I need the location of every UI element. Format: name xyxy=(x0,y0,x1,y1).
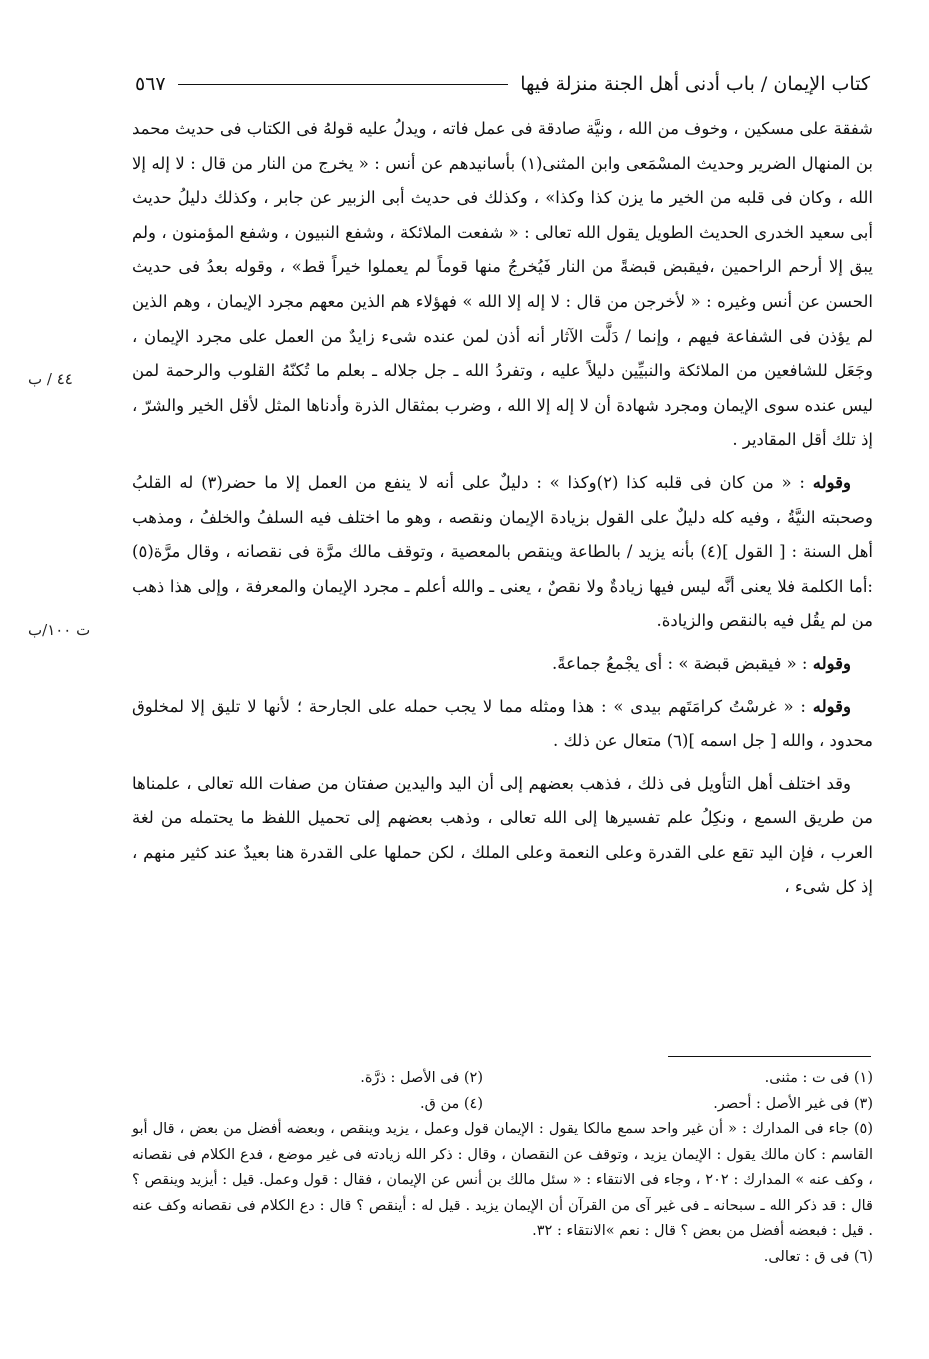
running-header xyxy=(135,64,870,104)
footnote: (٤) من ق. xyxy=(419,1095,483,1112)
paragraph xyxy=(132,647,873,682)
paragraph xyxy=(132,690,873,759)
footnote-rule xyxy=(668,1056,871,1057)
footnote: (١) فى ت : مثنى. xyxy=(764,1070,873,1086)
footnote: (٦) فى ق : تعالى. xyxy=(763,1248,873,1265)
paragraph xyxy=(132,466,873,639)
footnote: (٢) فى الأصل : ذرَّة. xyxy=(360,1070,483,1086)
margin-note-folio: ت ١٠٠/ب xyxy=(28,621,91,639)
footnote: (٥) جاء فى المدارك : « أن غير واحد سمع مالكا يقول : الإيمان قول وعمل ، يزيد وينقص ، وبعضه أفضل من بعض ، قال أبو القاسم : كان مالك يقول : الإيمان يزيد ، وتوقف عن النقصان ، وقال : ذكر الله زيادته فى غير موضع ، فدع الكلام فى نقصانه ، وكف عنه » المدارك : ٢٠٢ ، وجاء فى الانتقاء : « سئل مالك بن أنس عن الإيمان ، فقال : قول وعمل. قيل : أيزيد وينقص ؟ قال : قد ذكر الله ـ سبحانه ـ فى غير آى من القرآن أن الإيمان يزيد . قيل له : أينقص ؟ قال : دع الكلام فى نقصانه وكف عنه . قيل : فبعضه أفضل من بعض ؟ قال : نعم »الانتقاء : ٣٢. xyxy=(132,1121,873,1239)
footnote-row xyxy=(132,1066,873,1092)
paragraph-lead: وقوله xyxy=(812,696,851,716)
paragraph xyxy=(132,767,873,905)
paragraph-text: : « فيقبض قبضة » : أى يجْمعُ جماعةً. xyxy=(552,653,813,673)
footnote: (٣) فى غير الأصل : أحصر. xyxy=(713,1095,873,1112)
footnotes xyxy=(132,1066,873,1270)
footnote-row xyxy=(132,1092,873,1118)
paragraph-text: : « غرسْتُ كرامَتَهم بيدى » : هذا ومثله مما لا يجب حمله على الجارحة ؛ لأنها لا تليق إلا لمخلوق محدود ، والله [ جل اسمه ](٦) متعال عن ذلك . xyxy=(132,696,873,751)
paragraph-lead: وقوله xyxy=(812,472,851,492)
margin-note-folio: ٤٤ / ب xyxy=(28,370,73,388)
paragraph-text: شفقة على مسكين ، وخوف من الله ، ونيَّة صادقة فى عمل فاته ، ويدلُ عليه قولهُ فى الكتاب فى حديث محمد بن المنهال الضرير وحديث المسْمَعى وابن المثنى(١) بأسانيدهم عن أنس : « يخرج من النار من قال : لا إله إلا الله ، وكان فى قلبه من الخير ما يزن كذا وكذا» ، وكذلك فى حديث أبى الزبير عن جابر ، وكذلك دليلُ حديث أبى سعيد الخدرى الحديث الطويل يقول الله تعالى : « شفعت الملائكة ، وشفع النبيون ، وشفع المؤمنون ، ولم يبق إلا أرحم الراحمين ،فيقبض قبضةً من النار فَيُخرجُ منها قوماً لم يعملوا خيراً قط» ، وقوله بعدُ فى حديث الحسن عن أنس وغيره : « لأخرجن من قال : لا إله إلا الله » فهؤلاء هم الذين معهم مجرد الإيمان ، وهم الذين لم يؤذن فى الشفاعة فيهم ، وإنما / دَلَّت الآثار أنه أذن لمن عنده شىء زايدٌ من العمل على مجرد الإيمان ، وجَعَل للشافعين من الملائكة والنبيِّين دليلاً عليه ، وتفردُ الله ـ جل جلاله ـ بعلم ما تُكنّهُ القلوب والرحمة لمن ليس عنده سوى الإيمان ومجرد شهادة أن لا إله إلا الله ، وضرب بمثقال الذرة وأدناها المثل لأقل الخير والشرّ ، إذ تلك أقل المقادير . xyxy=(132,119,873,450)
paragraph-text: : « من كان فى قلبه كذا (٢)وكذا » : دليلٌ على أنه لا ينفع من العمل إلا ما حضر(٣) له القلبُ وصحبته النيَّةُ ، وفيه كله دليلٌ على القول بزيادة الإيمان ونقصه ، وهو ما اختلف فيه السلفُ والخلفُ ، ومذهب أهل السنة : [ القول ](٤) بأنه يزيد / بالطاعة وينقص بالمعصية ، وتوقف مالك مرَّة فى نقصانه ، وقال مرَّة(٥) :أما الكلمة فلا يعنى أنَّه ليس فيها زيادةٌ ولا نقصٌ ، يعنى ـ والله أعلم ـ مجرد الإيمان والمعرفة ، وإلى هذا ذهب من لم يقُل فيه بالنقص والزيادة. xyxy=(132,472,873,631)
main-text xyxy=(132,112,873,905)
page-number: ٥٦٧ xyxy=(135,73,166,95)
running-title: كتاب الإيمان / باب أدنى أهل الجنة منزلة فيها xyxy=(520,73,870,95)
header-rule xyxy=(178,84,509,85)
paragraph-text: وقد اختلف أهل التأويل فى ذلك ، فذهب بعضهم إلى أن اليد واليدين صفتان من صفات الله تعالى ، علمناها من طريق السمع ، ونكِلُ علم تفسيرها إلى الله تعالى ، وذهب بعضهم إلى تحميل اللفظ ما يحتمله من لغة العرب ، فإن اليد تقع على القدرة وعلى النعمة وعلى الملك ، لكن حملها على القدرة هنا بعيدٌ عند كثير منهم ، إذ كل شىء ، xyxy=(132,773,873,897)
paragraph-lead: وقوله xyxy=(812,653,851,673)
paragraph xyxy=(132,112,873,458)
